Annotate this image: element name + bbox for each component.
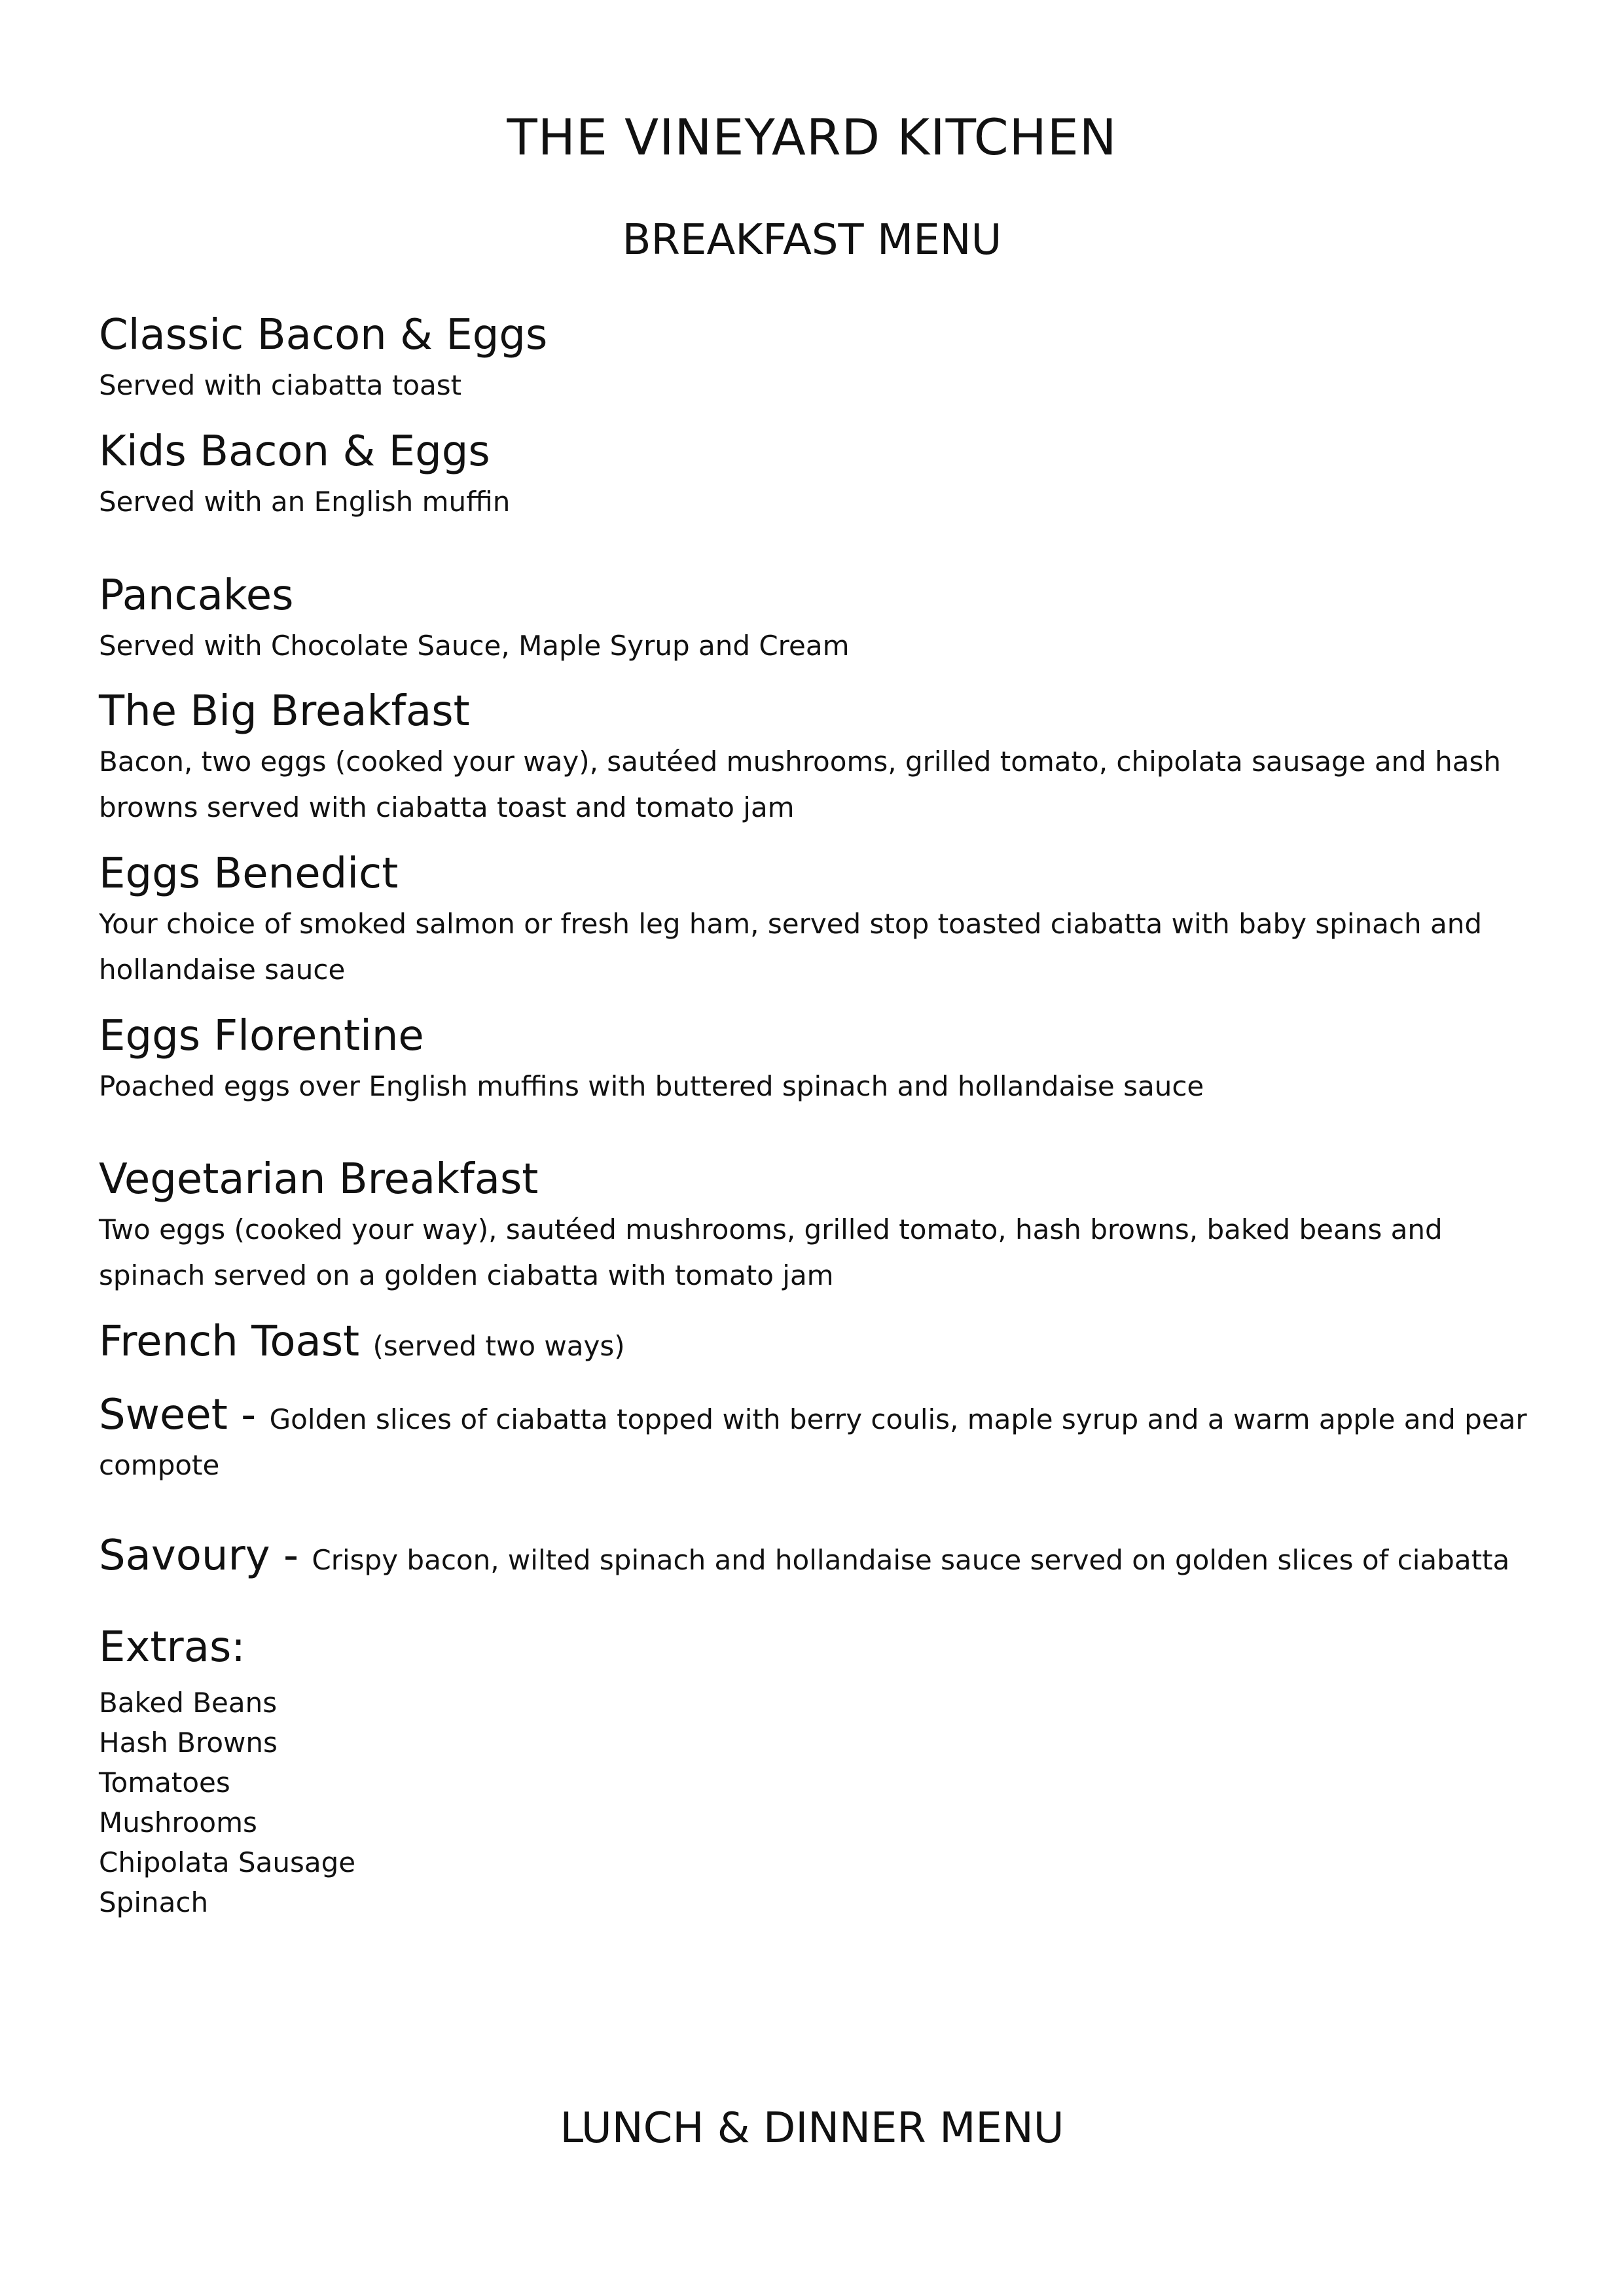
item-description: Poached eggs over English muffins with buttered spinach and hollandaise sauce xyxy=(99,1070,1204,1102)
menu-item xyxy=(99,684,1539,831)
extras-heading: Extras: xyxy=(99,1623,245,1672)
menu-item xyxy=(99,308,1539,408)
item-name: French Toast xyxy=(99,1318,360,1366)
list-item: Spinach xyxy=(99,1886,209,1918)
item-name: Vegetarian Breakfast xyxy=(99,1155,539,1204)
extras-list xyxy=(99,1683,1539,1922)
item-description: Two eggs (cooked your way), sautéed mushrooms, grilled tomato, hash browns, baked beans and spinach served on a golden ciabatta with tomato jam xyxy=(99,1213,1443,1291)
list-item: Baked Beans xyxy=(99,1687,278,1719)
french-toast-savoury xyxy=(99,1528,1539,1583)
item-description: Bacon, two eggs (cooked your way), sautéed mushrooms, grilled tomato, chipolata sausage and hash browns served with ciabatta toast and tomato jam xyxy=(99,745,1502,823)
menu-item xyxy=(99,846,1539,993)
item-description: Served with ciabatta toast xyxy=(99,369,462,401)
french-toast-title xyxy=(99,1314,1539,1374)
french-toast-item xyxy=(99,1314,1539,1374)
item-name: Kids Bacon & Eggs xyxy=(99,427,490,476)
menu-item xyxy=(99,1152,1539,1299)
option-description: Golden slices of ciabatta topped with berry coulis, maple syrup and a warm apple and pear compote xyxy=(99,1403,1527,1481)
item-name: The Big Breakfast xyxy=(99,687,470,736)
item-name: Eggs Florentine xyxy=(99,1012,424,1060)
extras-section xyxy=(99,1620,1539,1922)
french-toast-sweet xyxy=(99,1388,1539,1488)
list-item: Mushrooms xyxy=(99,1806,257,1839)
breakfast-menu-heading: BREAKFAST MENU xyxy=(622,216,1002,264)
list-item: Chipolata Sausage xyxy=(99,1846,356,1878)
restaurant-title: THE VINEYARD KITCHEN xyxy=(507,108,1117,166)
item-name: Eggs Benedict xyxy=(99,850,399,898)
item-description: Served with Chocolate Sauce, Maple Syrup and Cream xyxy=(99,630,850,662)
lunch-dinner-heading: LUNCH & DINNER MENU xyxy=(560,2104,1064,2153)
menu-item xyxy=(99,1009,1539,1109)
list-item: Tomatoes xyxy=(99,1767,230,1799)
option-label: Sweet - xyxy=(99,1391,270,1439)
item-name: Classic Bacon & Eggs xyxy=(99,311,548,359)
item-description: Served with an English muffin xyxy=(99,486,511,518)
menu-item xyxy=(99,568,1539,669)
list-item: Hash Browns xyxy=(99,1727,278,1759)
option-label: Savoury - xyxy=(99,1532,312,1580)
item-name: Pancakes xyxy=(99,571,294,620)
menu-item xyxy=(99,424,1539,525)
savoury-option xyxy=(99,1528,1539,1583)
item-note: (served two ways) xyxy=(372,1330,625,1362)
option-description: Crispy bacon, wilted spinach and hollandaise sauce served on golden slices of ciabatta xyxy=(312,1544,1510,1576)
item-description: Your choice of smoked salmon or fresh leg ham, served stop toasted ciabatta with baby spinach and hollandaise sauce xyxy=(99,908,1483,986)
sweet-option xyxy=(99,1388,1539,1488)
